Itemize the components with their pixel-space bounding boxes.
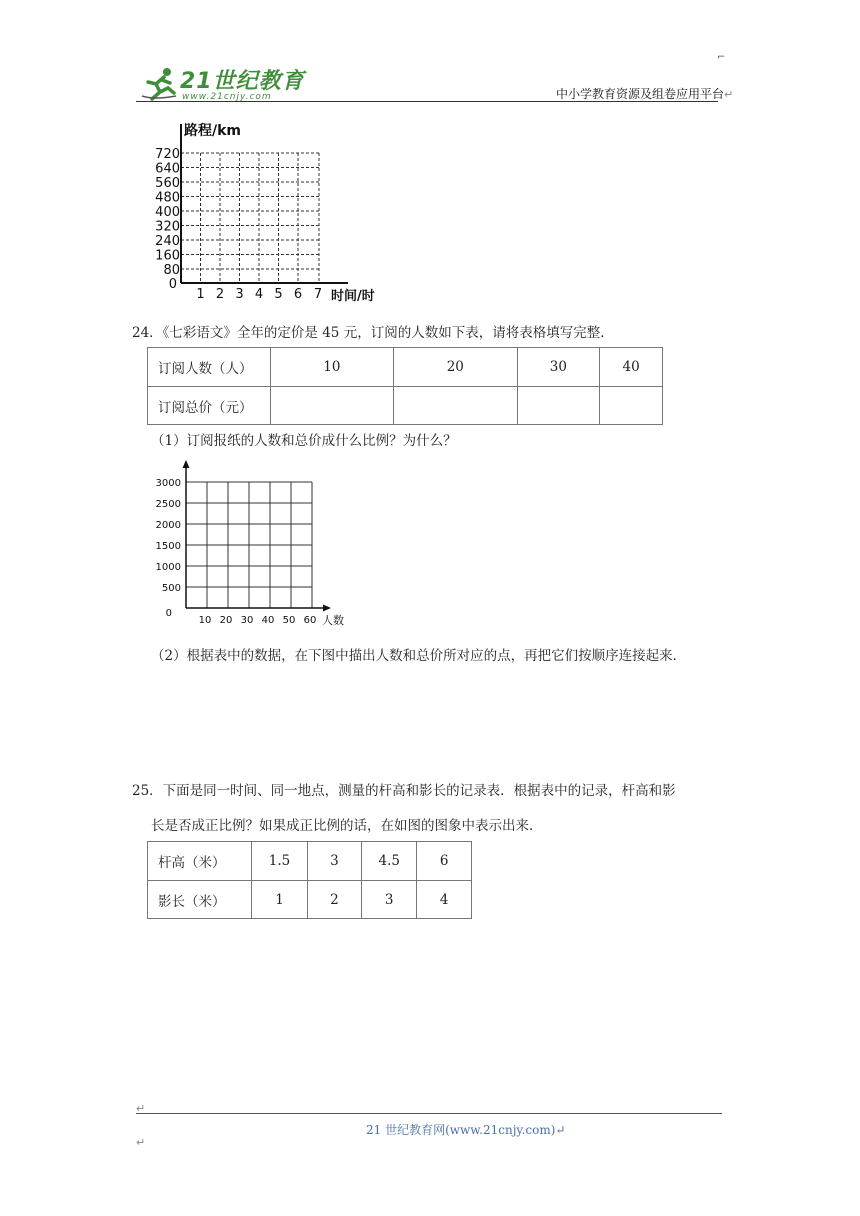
table-header-cell: 订阅总价（元） <box>148 387 271 425</box>
table-cell-empty[interactable] <box>394 387 517 425</box>
footer-site-text: 21 世纪教育网(www.21cnjy.com)↵ <box>366 1123 566 1137</box>
table-cell: 1.5 <box>252 842 307 881</box>
x-tick-label: 4 <box>254 287 264 302</box>
y-tick-label: 480 <box>155 190 180 206</box>
footer-rule <box>136 1113 722 1114</box>
table-cell-empty[interactable] <box>600 387 663 425</box>
y-tick-label: 1500 <box>155 541 181 552</box>
chart2-grid <box>186 482 312 608</box>
table-row <box>148 881 472 919</box>
logo-wordmark: 21世纪教育 <box>180 69 305 94</box>
table-cell: 20 <box>394 348 517 387</box>
table-cell: 6 <box>417 842 472 881</box>
table-cell: 4 <box>417 881 472 919</box>
footer-para-mark-bottom: ↵ <box>136 1136 146 1149</box>
chart1-x-axis-label: 时间/时 <box>331 289 375 304</box>
question-25-line2: 长是否成正比例？如果成正比例的话，在如图的图象中表示出来． <box>151 818 543 834</box>
corner-mark: ⌐ <box>717 52 726 63</box>
logo-url: www.21cnjy.com <box>182 92 272 102</box>
chart1-y-axis-label: 路程/km <box>184 123 242 139</box>
x-tick-label: 10 <box>198 615 212 626</box>
y-tick-label: 0 <box>165 608 172 619</box>
distance-time-chart <box>150 116 400 306</box>
chart2-y-tick-labels <box>156 478 181 619</box>
x-tick-label: 2 <box>215 287 225 302</box>
table-cell: 4.5 <box>362 842 417 881</box>
footer-para-mark: ↵ <box>136 1102 146 1115</box>
chart2-x-arrow-icon <box>323 605 331 612</box>
y-tick-label: 240 <box>155 234 180 249</box>
y-tick-label: 640 <box>155 161 180 177</box>
chart2-y-arrow-icon <box>183 460 190 468</box>
table-header-cell: 订阅人数（人） <box>148 348 271 387</box>
x-tick-label: 50 <box>282 615 296 626</box>
chart2-x-tick-labels <box>199 615 317 626</box>
y-tick-label: 720 <box>155 147 180 162</box>
question-24-text: 24．《七彩语文》全年的定价是 45 元，订阅的人数如下表，请将表格填写完整． <box>132 325 614 341</box>
chart1-x-tick-labels <box>196 287 322 302</box>
y-tick-label: 560 <box>155 176 180 191</box>
table-header-cell: 影长（米） <box>148 881 252 919</box>
x-tick-label: 1 <box>196 287 205 302</box>
table-cell: 30 <box>517 348 600 387</box>
y-tick-label: 1000 <box>155 562 181 573</box>
y-tick-label: 320 <box>155 219 180 235</box>
y-tick-label: 160 <box>155 248 180 264</box>
chart1-y-tick-labels <box>155 147 180 292</box>
header-platform-title: 中小学教育资源及组卷应用平台↵ <box>556 87 734 101</box>
x-tick-label: 3 <box>235 287 244 302</box>
table-cell: 1 <box>252 881 307 919</box>
y-tick-label: 3000 <box>155 478 181 489</box>
x-tick-label: 7 <box>313 287 323 302</box>
y-tick-label: 0 <box>168 277 177 292</box>
table-cell: 10 <box>270 348 393 387</box>
table-row <box>148 842 472 881</box>
y-tick-label: 2500 <box>155 499 181 510</box>
table-cell-empty[interactable] <box>270 387 393 425</box>
table-header-cell: 杆高（米） <box>148 842 252 881</box>
table-row <box>148 387 663 425</box>
table-cell: 40 <box>600 348 663 387</box>
table-cell: 3 <box>307 842 362 881</box>
price-people-chart <box>150 458 355 630</box>
y-tick-label: 500 <box>161 583 181 594</box>
pole-shadow-table <box>147 841 472 919</box>
chart2-x-axis-label: 人数 <box>322 614 344 627</box>
x-tick-label: 20 <box>219 615 233 626</box>
table-row <box>148 348 663 387</box>
header-rule <box>136 101 718 102</box>
subscription-table <box>147 347 663 425</box>
table-cell: 2 <box>307 881 362 919</box>
runner-logo-icon <box>140 66 180 102</box>
table-cell: 3 <box>362 881 417 919</box>
y-tick-label: 400 <box>155 205 180 220</box>
table-cell-empty[interactable] <box>517 387 600 425</box>
x-tick-label: 30 <box>240 615 254 626</box>
y-tick-label: 2000 <box>155 520 181 531</box>
x-tick-label: 6 <box>293 287 303 302</box>
x-tick-label: 5 <box>274 287 283 302</box>
chart1-grid <box>181 153 319 283</box>
y-tick-label: 80 <box>163 263 180 278</box>
x-tick-label: 40 <box>261 615 275 626</box>
question-25-line1: 25．下面是同一时间、同一地点，测量的杆高和影长的记录表．根据表中的记录，杆高和影 <box>132 783 676 799</box>
x-tick-label: 60 <box>303 615 317 626</box>
question-24-sub1: （1）订阅报纸的人数和总价成什么比例？为什么？ <box>151 433 457 449</box>
question-24-sub2: （2）根据表中的数据，在下图中描出人数和总价所对应的点，再把它们按顺序连接起来． <box>151 648 687 664</box>
